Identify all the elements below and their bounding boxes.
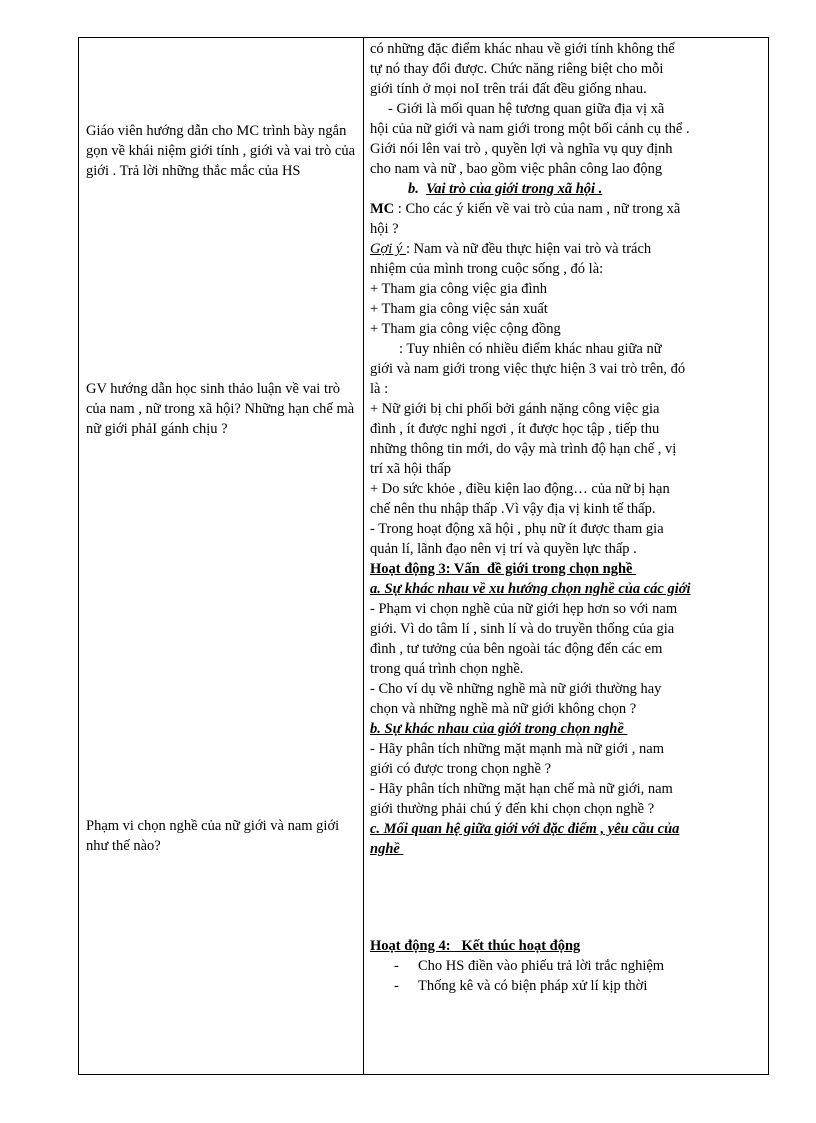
list-item: + Tham gia công việc sản xuất <box>370 301 548 317</box>
text-line: - Trong hoạt động xã hội , phụ nữ ít được tham gia <box>370 521 664 537</box>
text-line: - Hãy phân tích những mặt hạn chế mà nữ giới, nam <box>370 781 673 797</box>
dash-bullet: - <box>394 978 399 994</box>
dash-bullet: - <box>394 958 399 974</box>
text-line: giới tính ở mọi noI trên trái đất đều giống nhau. <box>370 81 647 97</box>
text-line: trong quá trình chọn nghề. <box>370 661 524 677</box>
heading-title: Vai trò của giới trong xã hội . <box>426 181 603 197</box>
text-line: những thông tin mới, do vậy mà trình độ hạn chế , vị <box>370 441 677 457</box>
text-line: Giới nói lên vai trò , quyền lợi và nghĩa vụ quy định <box>370 141 673 157</box>
text-line: quản lí, lãnh đạo nên vị trí và quyền lực thấp . <box>370 541 637 557</box>
hint-line <box>370 239 651 259</box>
list-item <box>394 976 647 996</box>
text-line: - Giới là mối quan hệ tương quan giữa địa vị xã <box>388 101 665 117</box>
text-line: nhiệm của mình trong cuộc sống , đó là: <box>370 261 604 277</box>
subheading-b: b. Sự khác nhau của giới trong chọn nghề <box>370 721 628 737</box>
text-line: + Do sức khỏe , điều kiện lao động… của nữ bị hạn <box>370 481 670 497</box>
text-line: hội ? <box>370 221 399 237</box>
text-line: chọn và những nghề mà nữ giới không chọn ? <box>370 701 637 717</box>
text-line: giới có được trong chọn nghề ? <box>370 761 552 777</box>
text-line: có những đặc điểm khác nhau về giới tính không thể <box>370 41 675 57</box>
teacher-activity-column <box>79 38 363 1074</box>
text-line: + Nữ giới bị chi phối bởi gánh nặng công việc gia <box>370 401 660 417</box>
subheading-c-cont: nghề <box>370 841 404 857</box>
list-item: + Tham gia công việc gia đình <box>370 281 548 297</box>
list-item <box>394 956 664 976</box>
text-line: hội của nữ giới và nam giới trong một bối cảnh cụ thể . <box>370 121 690 137</box>
text-line: là : <box>370 381 389 397</box>
activity-4-heading: Hoạt động 4: Kết thúc hoạt động <box>370 938 581 954</box>
subheading-c: c. Mối quan hệ giữa giới với đặc điểm , yêu cầu của <box>370 821 680 837</box>
mc-label: MC <box>370 201 395 217</box>
left-block-career-scope: Phạm vi chọn nghề của nữ giới và nam giới như thế nào? <box>86 818 340 854</box>
activity-3-heading: Hoạt động 3: Vấn đề giới trong chọn nghề <box>370 561 637 577</box>
text-line: đình , tư tưởng của bên ngoài tác động đến các em <box>370 641 663 657</box>
text-line: - Phạm vi chọn nghề của nữ giới hẹp hơn so với nam <box>370 601 678 617</box>
text-line: giới và nam giới trong việc thực hiện 3 vai trò trên, đó <box>370 361 686 377</box>
list-item: + Tham gia công việc cộng đồng <box>370 321 561 337</box>
list-item-text: Thống kê và có biện pháp xử lí kịp thời <box>418 978 648 994</box>
section-heading-b <box>408 179 602 199</box>
subheading-a: a. Sự khác nhau về xu hướng chọn nghề của các giới <box>370 581 691 597</box>
left-block-gender-concept: Giáo viên hướng dẫn cho MC trình bày ngắn gọn về khái niệm giới tính , giới và vai trò của giới . Trả lời những thắc mắc của HS <box>86 123 356 179</box>
mc-prompt-line <box>370 199 680 219</box>
text-line: đình , ít được nghỉ ngơi , ít được học tập , tiếp thu <box>370 421 660 437</box>
left-block-gender-roles: GV hướng dẫn học sinh thảo luận về vai trò của nam , nữ trong xã hội? Những hạn chế mà nữ giới phảI gánh chịu ? <box>86 381 355 437</box>
text-line: cho nam và nữ , bao gồm việc phân công lao động <box>370 161 663 177</box>
heading-prefix: b. <box>408 181 419 197</box>
text-line: - Hãy phân tích những mặt mạnh mà nữ giới , nam <box>370 741 664 757</box>
text-line: tự nó thay đổi được. Chức năng riêng biệt cho mỗi <box>370 61 664 77</box>
text-line: - Cho ví dụ về những nghề mà nữ giới thường hay <box>370 681 662 697</box>
text-line: trí xã hội thấp <box>370 461 451 477</box>
hint-label: Gợi ý <box>370 241 406 257</box>
text-line: : Tuy nhiên có nhiều điểm khác nhau giữa nữ <box>370 341 662 357</box>
text-line: giới thường phải chú ý đến khi chọn chọn nghề ? <box>370 801 655 817</box>
mc-text: : Cho các ý kiến về vai trò của nam , nữ trong xã <box>394 201 681 217</box>
text-line: chế nên thu nhập thấp .Vì vậy địa vị kinh tế thấp. <box>370 501 656 517</box>
content-column <box>364 38 768 1074</box>
hint-text: : Nam và nữ đều thực hiện vai trò và trách <box>405 241 652 257</box>
lesson-table <box>78 37 769 1075</box>
text-line: giới. Vì do tâm lí , sinh lí và do truyền thống của gia <box>370 621 675 637</box>
list-item-text: Cho HS điền vào phiếu trả lời trắc nghiệm <box>418 958 665 974</box>
